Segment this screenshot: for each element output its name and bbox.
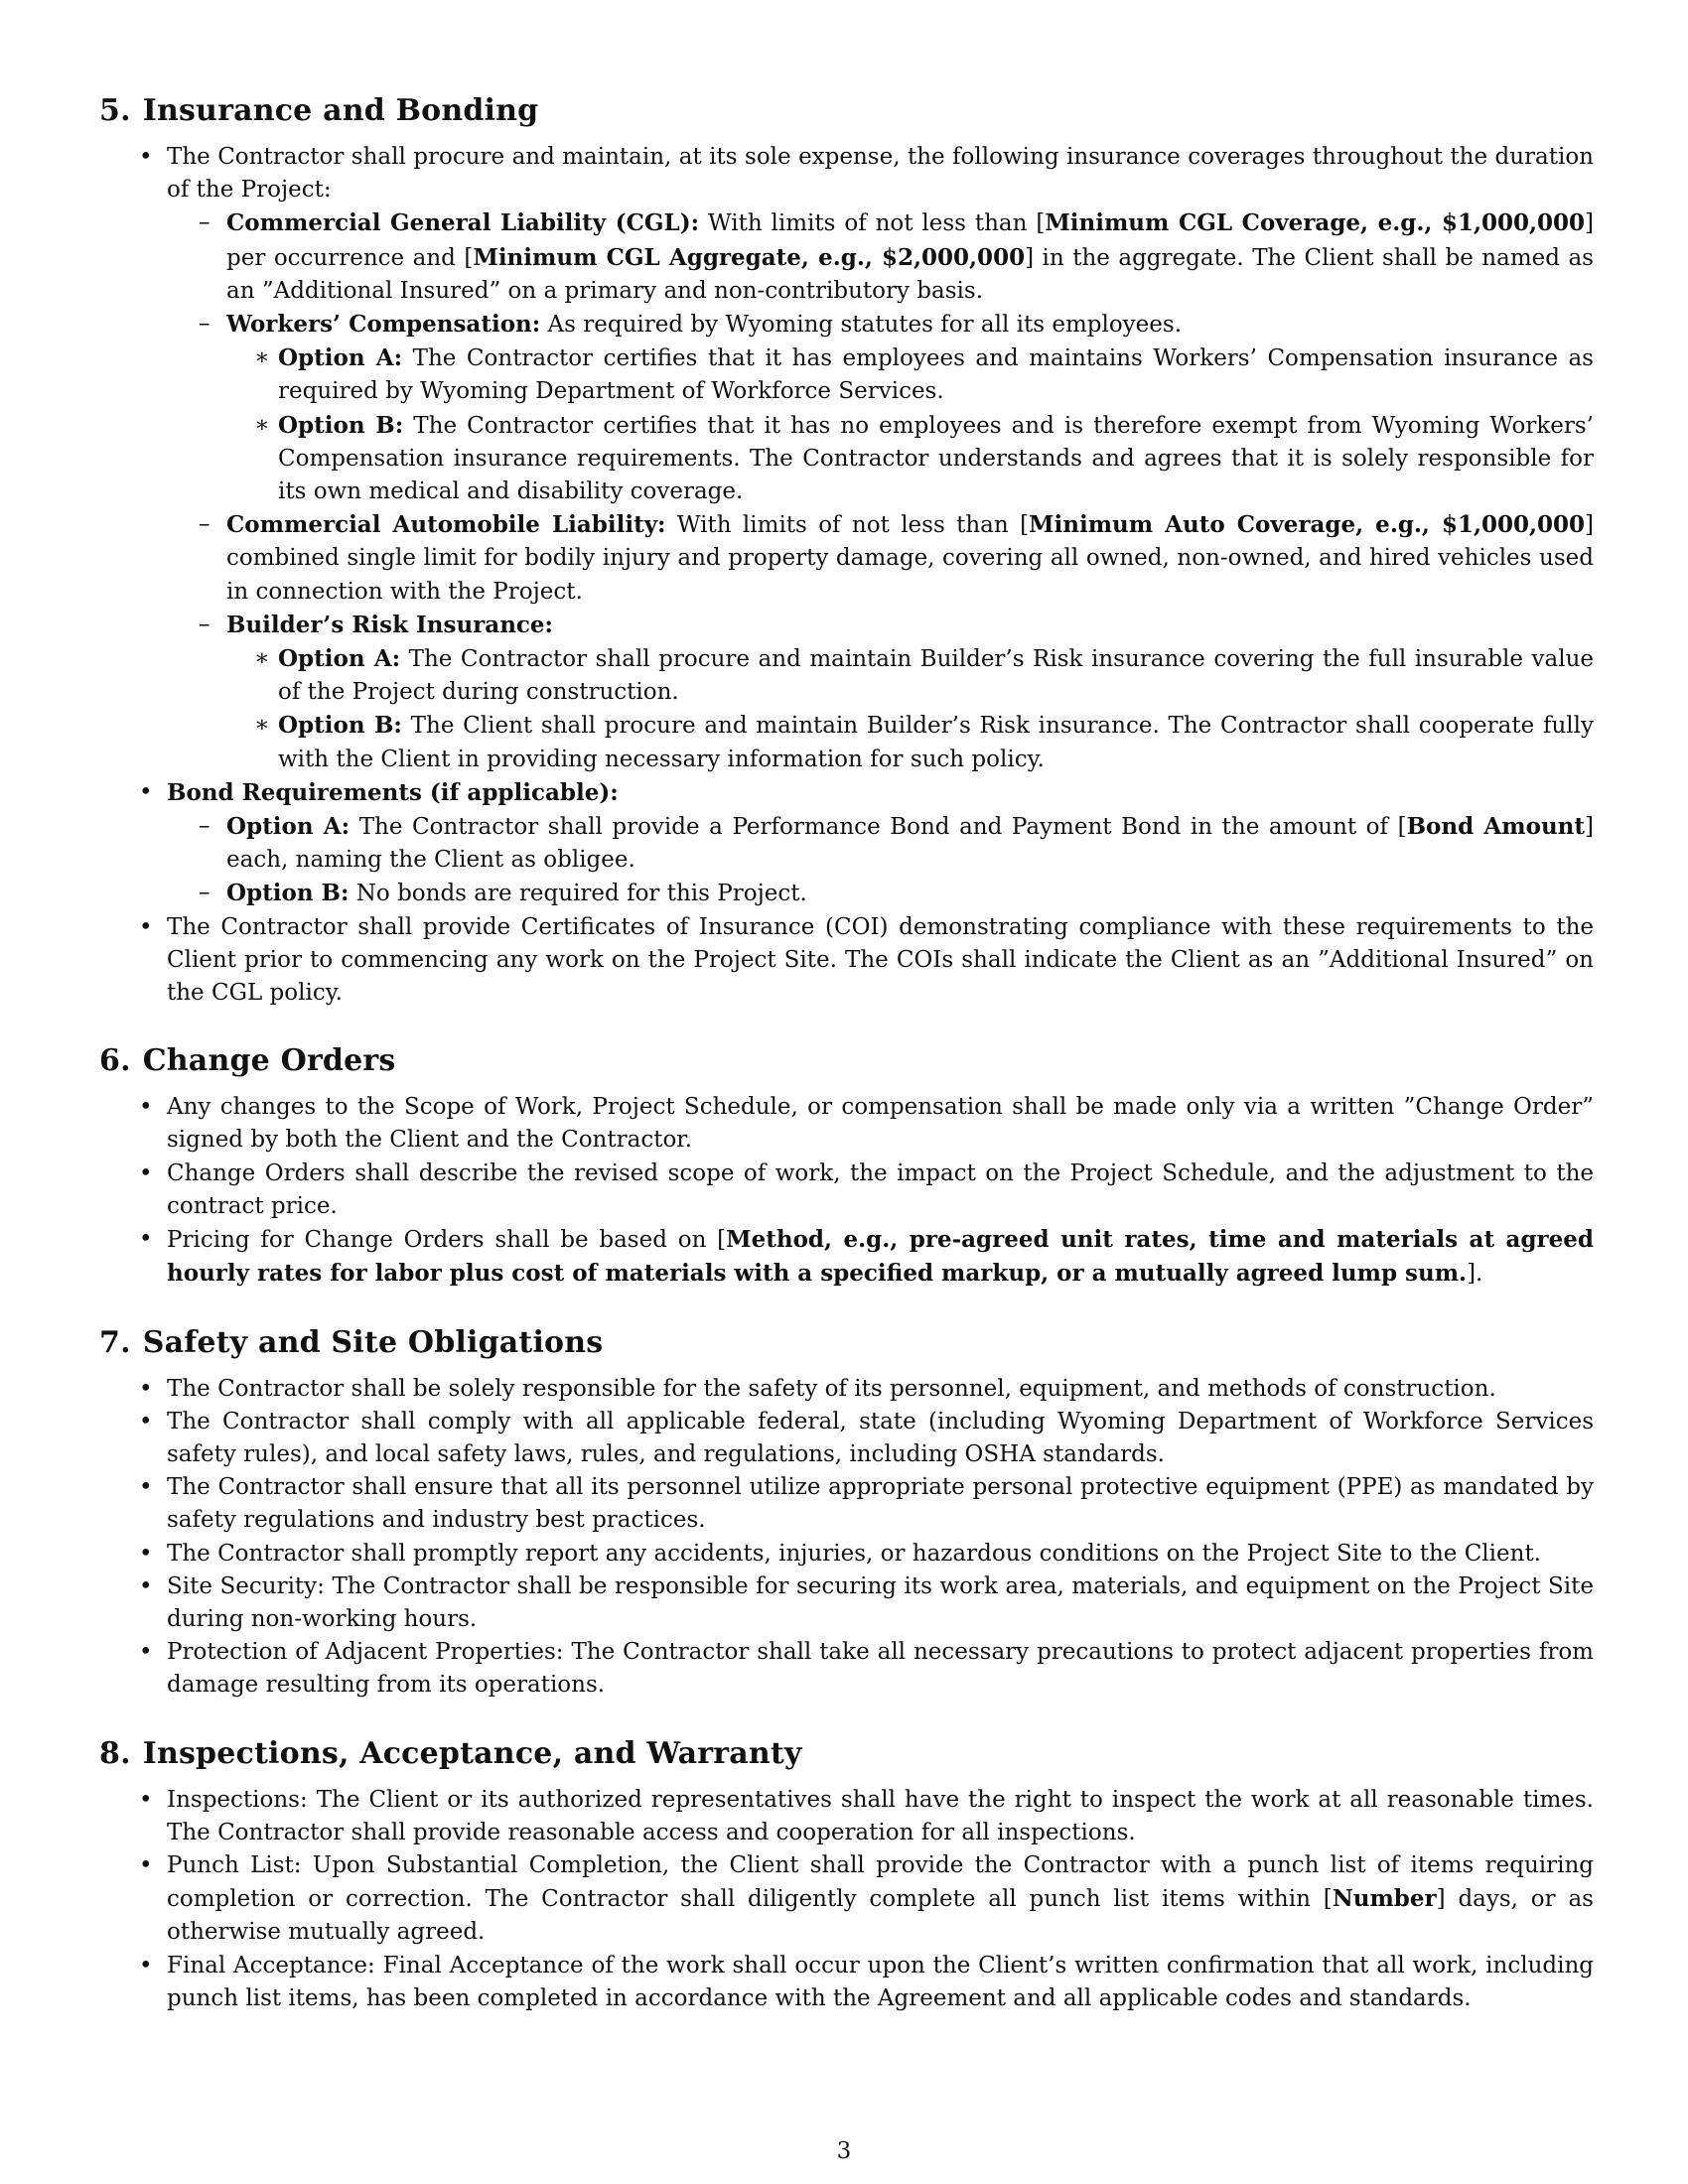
- section-number: 6.: [99, 1043, 131, 1079]
- bullet-list: [99, 1784, 1594, 2015]
- placeholder-text: Bond Amount: [1406, 813, 1586, 841]
- page-number: 3: [836, 2138, 852, 2164]
- sub-sub-list: [226, 642, 1594, 776]
- item-text: The Contractor shall ensure that all its personnel utilize appropriate personal protective equipment (PPE) as mandated by safety regulations and industry best practices.: [167, 1474, 1594, 1534]
- list-item-option-b: [226, 409, 1594, 509]
- section-title: Inspections, Acceptance, and Warranty: [142, 1735, 802, 1771]
- item-text: ] each, naming the Client as obligee.: [226, 814, 1594, 874]
- sub-list: [167, 206, 1594, 775]
- placeholder-text: Method, e.g., pre-agreed unit rates, time and materials at agreed hourly rates for labor plus cost of materials with a specified markup, or a mutually agreed lump sum.: [167, 1226, 1595, 1288]
- list-item: [99, 1784, 1594, 1849]
- item-text: The Contractor certifies that it has employees and maintains Workers’ Compensation insurance as required by Wyoming Department of Workforce Services.: [278, 345, 1594, 405]
- option-label: Option B:: [226, 880, 350, 907]
- section-title: Safety and Site Obligations: [142, 1324, 604, 1360]
- section-title: Insurance and Bonding: [142, 93, 539, 128]
- option-label: Option A:: [226, 813, 351, 841]
- item-text: The Contractor shall be solely responsible for the safety of its personnel, equipment, and methods of construction.: [167, 1375, 1496, 1402]
- item-text: Inspections: The Client or its authorized representatives shall have the right to inspect the work at all reasonable times. The Contractor shall provide reasonable access and cooperation for all inspections.: [167, 1786, 1594, 1845]
- placeholder-text: Number: [1332, 1885, 1437, 1913]
- item-text: The Contractor certifies that it has no employees and is therefore exempt from Wyoming Workers’ Compensation insurance requirements. The Contractor understands and agrees that it is solely responsible for its own medical and disability coverage.: [278, 412, 1594, 505]
- item-text: Punch List: Upon Substantial Completion, the Client shall provide the Contractor with a punch list of items requiring completion or correction. The Contractor shall diligently complete all punch list items within [: [167, 1851, 1594, 1913]
- list-item-coi: [99, 911, 1594, 1011]
- item-label: Commercial General Liability (CGL):: [226, 209, 700, 237]
- item-text: Any changes to the Scope of Work, Project Schedule, or compensation shall be made only via a written ”Change Order” signed by both the Client and the Contractor.: [167, 1094, 1594, 1154]
- list-item-bond-requirements: [99, 776, 1594, 911]
- list-item-option-a: [167, 810, 1594, 877]
- section-heading: [99, 91, 1594, 131]
- list-item: [99, 1373, 1594, 1406]
- bullet-list: [99, 1373, 1594, 1703]
- bullet-list: [99, 141, 1594, 1010]
- item-text: Change Orders shall describe the revised scope of work, the impact on the Project Schedule, and the adjustment to the contract price.: [167, 1160, 1594, 1219]
- item-text: The Contractor shall promptly report any accidents, injuries, or hazardous conditions on the Project Site to the Client.: [167, 1540, 1541, 1567]
- list-item: [99, 1471, 1594, 1537]
- item-text: The Contractor shall procure and maintain Builder’s Risk insurance covering the full insurable value of the Project during construction.: [278, 646, 1594, 706]
- list-item: [99, 1950, 1594, 2015]
- list-item-option-b: [167, 877, 1594, 910]
- item-text: ] in the aggregate. The Client shall be named as an ”Additional Insured” on a primary and non-contributory basis.: [226, 244, 1594, 304]
- item-text: ] combined single limit for bodily injury and property damage, covering all owned, non-owned, and hired vehicles used in connection with the Project.: [226, 512, 1595, 605]
- option-label: Option A:: [278, 645, 401, 673]
- sub-list: [167, 810, 1594, 911]
- sub-sub-list: [226, 341, 1594, 508]
- item-text: The Contractor shall provide a Performance Bond and Payment Bond in the amount of [: [350, 814, 1407, 841]
- item-text: With limits of not less than [: [665, 512, 1030, 539]
- item-text: Site Security: The Contractor shall be responsible for securing its work area, materials, and equipment on the Project Site during non-working hours.: [167, 1572, 1594, 1632]
- item-text: As required by Wyoming statutes for all its employees.: [540, 312, 1183, 339]
- list-item: [99, 1570, 1594, 1636]
- list-item: [99, 1538, 1594, 1570]
- list-item-auto-liability: [167, 508, 1594, 609]
- section-number: 5.: [99, 93, 131, 128]
- section-safety-site: [99, 1323, 1594, 1703]
- item-text: ].: [1467, 1261, 1483, 1288]
- item-text: The Client shall procure and maintain Builder’s Risk insurance. The Contractor shall cooperate fully with the Client in providing necessary information for such policy.: [278, 713, 1594, 772]
- item-label: Workers’ Compensation:: [226, 311, 541, 339]
- item-text: The Contractor shall provide Certificates of Insurance (COI) demonstrating compliance with these requirements to the Client prior to commencing any work on the Project Site. The COIs shall indicate the Client as an ”Additional Insured” on the CGL policy.: [167, 913, 1594, 1007]
- list-item-punch-list: [99, 1849, 1594, 1950]
- section-change-orders: [99, 1041, 1594, 1291]
- list-item-insurance-intro: [99, 141, 1594, 776]
- item-text: The Contractor shall comply with all applicable federal, state (including Wyoming Department of Workforce Services safety rules), and local safety laws, rules, and regulations, including OSHA standards.: [167, 1408, 1594, 1467]
- item-label: Builder’s Risk Insurance:: [226, 611, 554, 638]
- list-item: [99, 1636, 1594, 1702]
- section-number: 8.: [99, 1735, 131, 1771]
- section-heading: [99, 1734, 1594, 1774]
- list-item-builders-risk: [167, 609, 1594, 776]
- item-text: ] days, or as otherwise mutually agreed.: [167, 1886, 1594, 1946]
- list-item-option-a: [226, 642, 1594, 709]
- placeholder-text: Minimum Auto Coverage, e.g., $1,000,000: [1029, 511, 1586, 539]
- option-label: Option B:: [278, 411, 404, 439]
- list-item: [99, 1091, 1594, 1157]
- item-text: No bonds are required for this Project.: [349, 881, 807, 907]
- list-item-pricing: [99, 1223, 1594, 1291]
- option-label: Option A:: [278, 344, 403, 372]
- item-text: With limits of not less than [: [699, 210, 1046, 237]
- item-text: Pricing for Change Orders shall be based on [: [167, 1227, 727, 1254]
- section-title: Change Orders: [142, 1043, 396, 1079]
- item-text: Final Acceptance: Final Acceptance of the work shall occur upon the Client’s written confirmation that all work, including punch list items, has been completed in accordance with the Agreement and all applicable codes and standards.: [167, 1952, 1594, 2011]
- section-heading: [99, 1041, 1594, 1081]
- list-item-option-b: [226, 709, 1594, 775]
- section-insurance-bonding: [99, 91, 1594, 1010]
- item-text: Protection of Adjacent Properties: The Contractor shall take all necessary precautions to protect adjacent properties from damage resulting from its operations.: [167, 1639, 1594, 1699]
- option-label: Option B:: [278, 712, 402, 740]
- list-item-option-a: [226, 341, 1594, 408]
- placeholder-text: Minimum CGL Coverage, e.g., $1,000,000: [1045, 209, 1586, 237]
- item-text: The Contractor shall procure and maintain, at its sole expense, the following insurance coverages throughout the duration of the Project:: [167, 144, 1594, 204]
- list-item-workers-comp: [167, 308, 1594, 508]
- placeholder-text: Minimum CGL Aggregate, e.g., $2,000,000: [473, 243, 1026, 271]
- item-text: ] per occurrence and [: [226, 210, 1594, 271]
- section-inspections: [99, 1734, 1594, 2015]
- section-number: 7.: [99, 1324, 131, 1360]
- bullet-list: [99, 1091, 1594, 1291]
- section-heading: [99, 1323, 1594, 1363]
- item-label: Commercial Automobile Liability:: [226, 511, 666, 539]
- document-page: [99, 91, 1594, 2047]
- list-item: [99, 1406, 1594, 1471]
- list-item-cgl: [167, 206, 1594, 308]
- list-item: [99, 1158, 1594, 1223]
- item-label: Bond Requirements (if applicable):: [167, 778, 619, 806]
